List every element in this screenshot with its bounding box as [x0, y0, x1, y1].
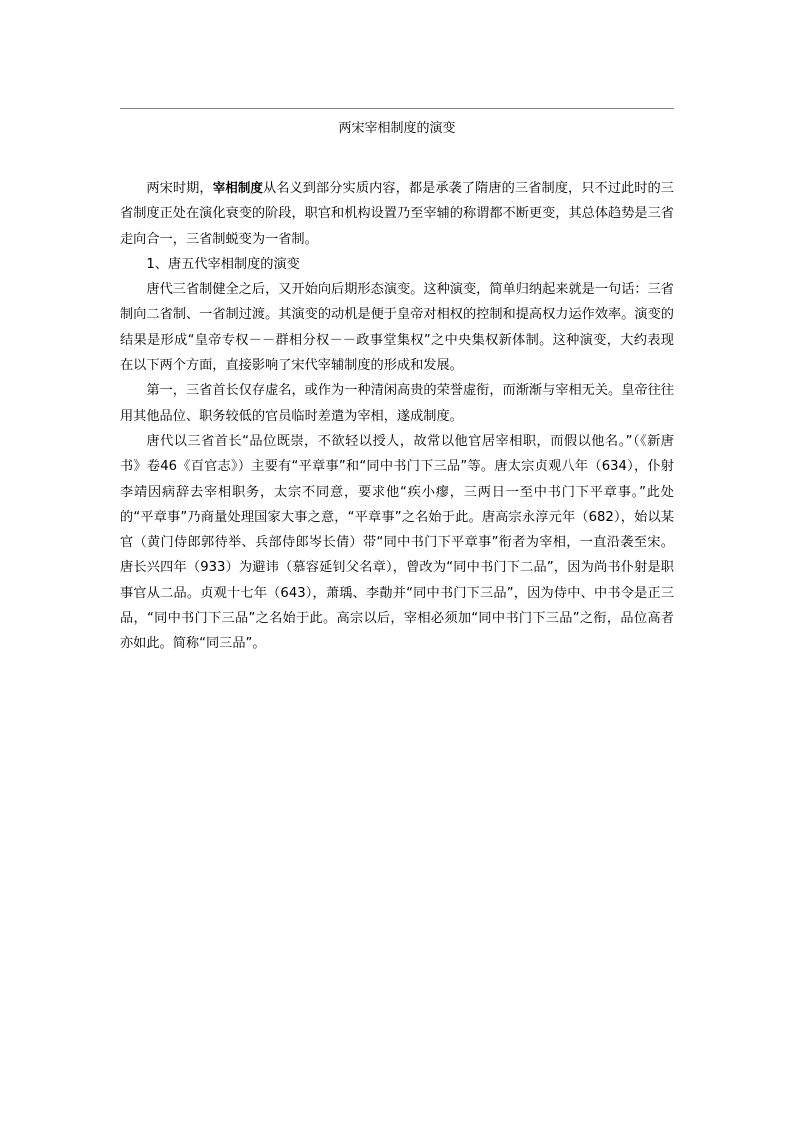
intro-text-rest: 从名义到部分实质内容，都是承袭了隋唐的三省制度，只不过此时的三省制度正处在演化衰变的阶段，职官和机构设置乃至宰辅的称谓都不断更变，其总体趋势是三省走向合一，三省制蜕变为一省制。	[120, 181, 674, 247]
header-rule	[120, 108, 674, 109]
intro-term: 宰相制度	[212, 180, 263, 195]
paragraph-titles: 唐代以三省首长“品位既崇，不欲轻以授人，故常以他官居宰相职，而假以他名。”（《新唐书》卷46《百官志》）主要有“平章事”和“同中书门下三品”等。唐太宗贞观八年（634），仆射李靖因病辞去宰相职务，太宗不同意，要求他“疾小瘳，三两日一至中书门下平章事。”此处的“平章事”乃商量处理国家大事之意，“平章事”之名始于此。唐高宗永淳元年（682），始以某官（黄门侍郎郭待举、兵部侍郎岑长倩）带“同中书门下平章事”衔者为宰相，一直沿袭至宋。唐长兴四年（933）为避讳（慕容延钊父名章），曾改为“同中书门下二品”，因为尚书仆射是职事官从二品。贞观十七年（643），萧瑀、李勣并“同中书门下三品”，因为侍中、中书令是正三品，“同中书门下三品”之名始于此。高宗以后，宰相必须加“同中书门下三品”之衔，品位高者亦如此。简称“同三品”。	[120, 433, 674, 652]
section-heading: 1、唐五代宰相制度的演变	[146, 256, 300, 272]
paragraph-evolution: 唐代三省制健全之后，又开始向后期形态演变。这种演变，简单归纳起来就是一句话：三省制向二省制、一省制过渡。其演变的动机是便于皇帝对相权的控制和提高权力运作效率。演变的结果是形成“皇帝专权－－群相分权－－政事堂集权”之中央集权新体制。这种演变，大约表现在以下两个方面，直接影响了宋代宰辅制度的形成和发展。	[120, 282, 674, 374]
intro-text-lead: 两宋时期，	[146, 181, 213, 196]
intro-paragraph	[120, 175, 674, 252]
document-body	[120, 175, 674, 657]
paragraph-first-point: 第一，三省首长仅存虚名，或作为一种清闲高贵的荣誉虚衔，而渐渐与宰相无关。皇帝往往用其他品位、职务较低的官员临时差遣为宰相，遂成制度。	[120, 383, 674, 424]
document-title: 两宋宰相制度的演变	[338, 121, 456, 136]
